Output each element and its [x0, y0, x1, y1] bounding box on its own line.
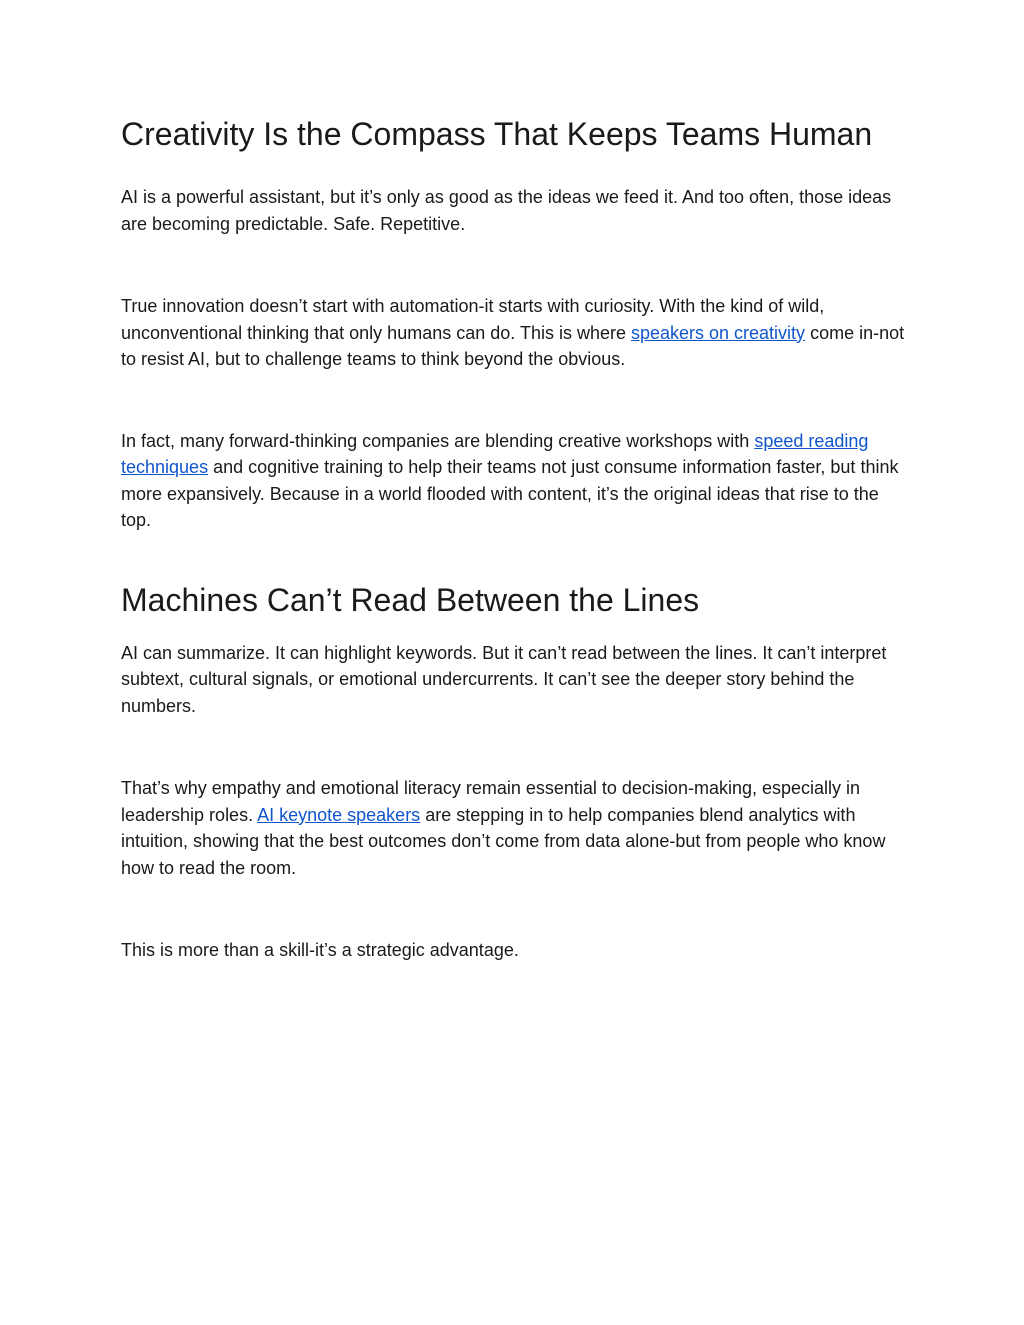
paragraph-text: and cognitive training to help their teams not just consume information faster, but think more expansively. Because in a world flooded with content, it’s the original ideas that rise to the top.: [121, 457, 899, 530]
paragraph-text: That’s why empathy and emotional literacy remain essential to decision-making, especially in leadership roles.: [121, 778, 861, 825]
paragraph-text: True innovation doesn’t start with automation-it starts with curiosity. With the kind of wild, unconventional thinking that only humans can do. This is where: [121, 296, 825, 343]
heading-creativity-compass: Creativity Is the Compass That Keeps Teams Human: [121, 116, 873, 152]
paragraph-ai-assistant: AI is a powerful assistant, but it’s only as good as the ideas we feed it. And too often, those ideas are becoming predictable. Safe. Repetitive.: [121, 187, 892, 234]
document-page: [121, 112, 911, 964]
heading-machines-cant-read: Machines Can’t Read Between the Lines: [121, 581, 700, 618]
link-speakers-on-creativity[interactable]: speakers on creativity: [630, 322, 806, 343]
paragraph-text: In fact, many forward-thinking companies are blending creative workshops with: [121, 430, 755, 451]
paragraph-text: come in-not to resist AI, but to challenge teams to think beyond the obvious.: [121, 322, 905, 369]
paragraph-forward-thinking: [121, 428, 911, 534]
link-ai-keynote-speakers[interactable]: AI keynote speakers: [257, 804, 421, 825]
paragraph-true-innovation: [121, 293, 911, 373]
paragraph-strategic-advantage: This is more than a skill-it’s a strategic advantage.: [121, 940, 519, 960]
paragraph-ai-summarize: AI can summarize. It can highlight keywords. But it can’t read between the lines. It can’t interpret subtext, cultural signals, or emotional undercurrents. It can’t see the deeper story behind the numbers.: [121, 642, 887, 716]
paragraph-text: are stepping in to help companies blend analytics with intuition, showing that the best outcomes don’t come from data alone-but from people who know how to read the room.: [121, 804, 886, 878]
link-speed-reading-techniques[interactable]: speed reading techniques: [121, 430, 869, 477]
paragraph-empathy: [121, 775, 911, 881]
